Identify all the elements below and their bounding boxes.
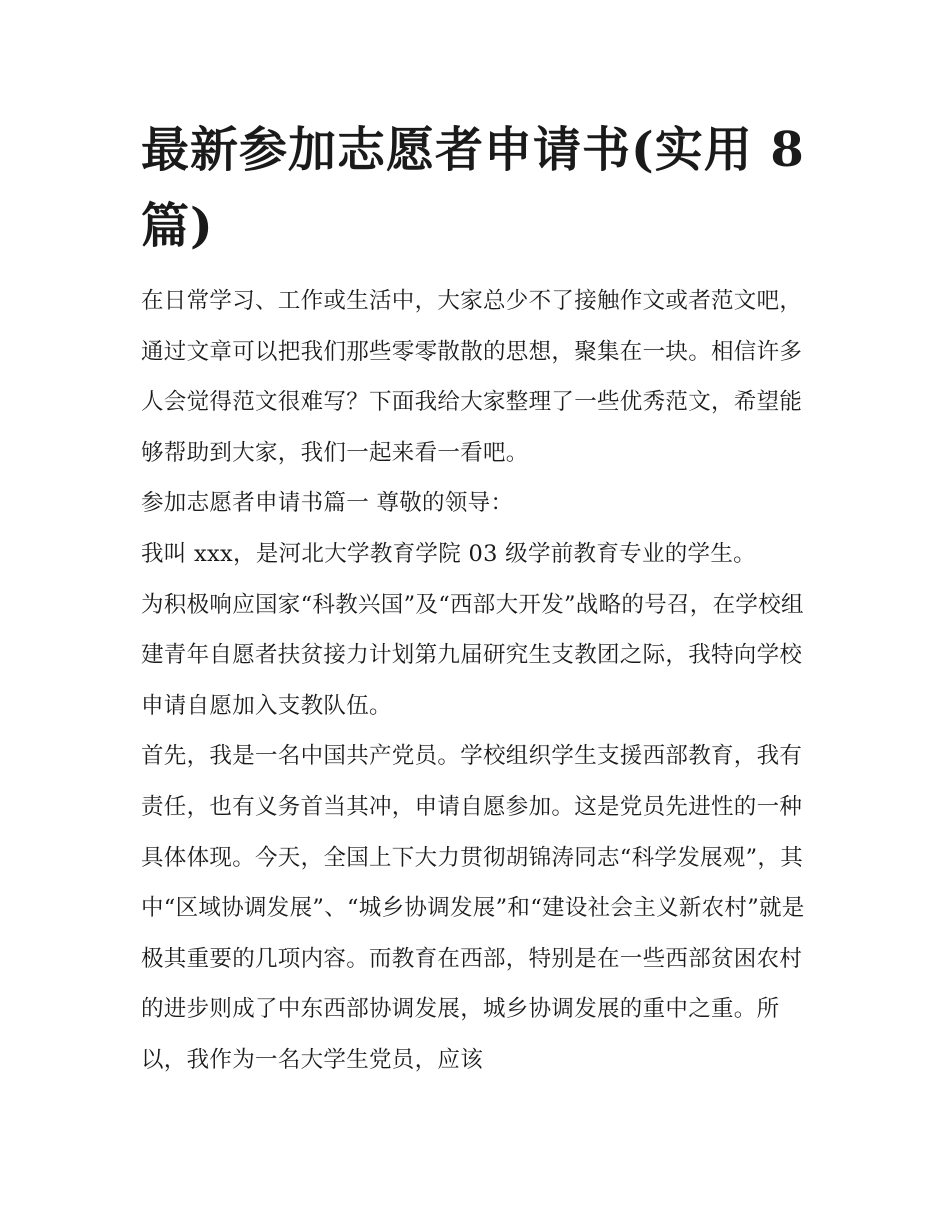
document-body: [141, 112, 813, 1086]
document-title: 最新参加志愿者申请书(实用 8 篇): [141, 122, 805, 254]
self-introduction-paragraph: 我叫 xxx，是河北大学教育学院 03 级学前教育专业的学生。: [141, 540, 756, 567]
reason-paragraph: 首先，我是一名中国共产党员。学校组织学生支援西部教育，我有责任，也有义务首当其冲，申请自愿参加。这是党员先进性的一种具体体现。今天，全国上下大力贯彻胡锦涛同志“科学发展观”，其中“区域协调发展”、“城乡协调发展”和“建设社会主义新农村”就是极其重要的几项内容。而教育在西部，特别是在一些西部贫困农村的进步则成了中东西部协调发展，城乡协调发展的重中之重。所以，我作为一名大学生党员，应该: [141, 743, 805, 1073]
section-heading-salutation: 参加志愿者申请书篇一 尊敬的领导：: [141, 490, 514, 517]
intro-paragraph: 在日常学习、工作或生活中，大家总少不了接触作文或者范文吧，通过文章可以把我们那些零零散散的思想，聚集在一块。相信许多人会觉得范文很难写？下面我给大家整理了一些优秀范文，希望能够帮助到大家，我们一起来看一看吧。: [141, 288, 803, 466]
application-purpose-paragraph: 为积极响应国家“科教兴国”及“西部大开发”战略的号召，在学校组建青年自愿者扶贫接力计划第九届研究生支教团之际，我特向学校申请自愿加入支教队伍。: [141, 591, 804, 719]
